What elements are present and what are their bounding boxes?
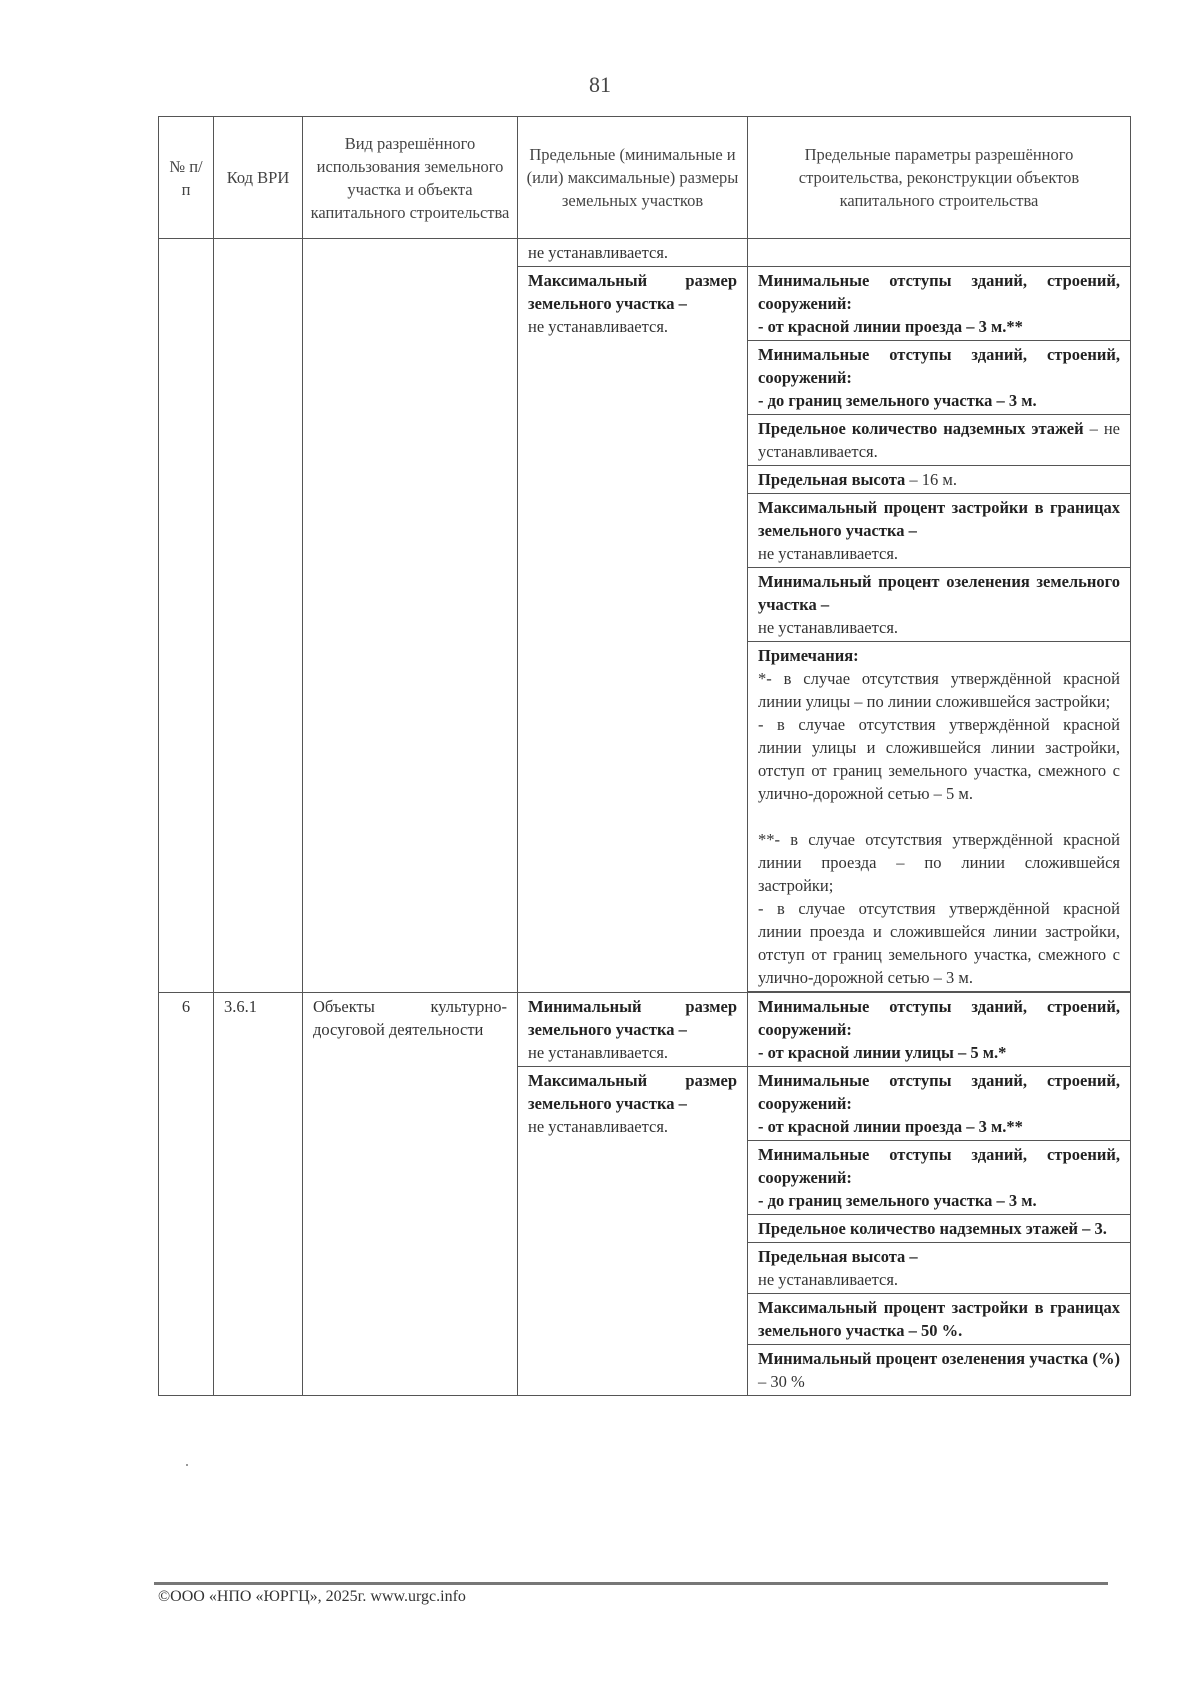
param-value: – не устанавливается. (758, 419, 1120, 461)
table-row (159, 239, 1131, 267)
max-size-cell (518, 267, 748, 993)
param-cell (748, 494, 1131, 568)
param-value: – 50 %. (904, 1321, 963, 1340)
param-cell (748, 1243, 1131, 1294)
cell-kind-cont (303, 239, 518, 993)
param-cell (748, 568, 1131, 642)
max-size-value: не устанавливается. (528, 317, 669, 336)
param-label: Минимальные отступы зданий, строений, сооружений: (758, 997, 1120, 1039)
param-value: – 30 % (758, 1372, 805, 1391)
param-label: Минимальный процент озеленения земельного участка – (758, 572, 1120, 614)
param-label: Минимальные отступы зданий, строений, сооружений: (758, 1071, 1120, 1113)
header-sizes: Предельные (минимальные и (или) максимальные) размеры земельных участков (518, 117, 748, 239)
note-item: - в случае отсутствия утверждённой красной линии проезда и сложившейся линии застройки, отступ от границ земельного участка, смежного с улично-дорожной сетью – 3 м. (758, 899, 1120, 987)
row6-kind: Объекты культурно-досуговой деятельности (303, 993, 518, 1396)
param-value: – 3. (1078, 1219, 1107, 1238)
param-value: - до границ земельного участка – 3 м. (758, 1191, 1037, 1210)
row6-min-size-cell (518, 993, 748, 1067)
param-cell (748, 466, 1131, 494)
param-label: Минимальные отступы зданий, строений, сооружений: (758, 345, 1120, 387)
param-cell (748, 1294, 1131, 1345)
max-size-value: не устанавливается. (528, 1117, 669, 1136)
param-value: не устанавливается. (758, 1270, 899, 1289)
header-params: Предельные параметры разрешённого строительства, реконструкции объектов капитального строительства (748, 117, 1131, 239)
note-item: *- в случае отсутствия утверждённой красной линии улицы – по линии сложившейся застройки; (758, 669, 1120, 711)
footer-divider (154, 1582, 1108, 1585)
table-header-row (159, 117, 1131, 239)
note-item: - в случае отсутствия утверждённой красной линии улицы и сложившейся линии застройки, отступ от границ земельного участка, смежного с улично-дорожной сетью – 5 м. (758, 715, 1120, 803)
param-label: Максимальный процент застройки в границах земельного участка – (758, 498, 1120, 540)
param-value: не устанавливается. (758, 618, 899, 637)
param-cell (748, 267, 1131, 341)
param-label: Минимальный процент озеленения участка (%) (758, 1349, 1120, 1368)
header-kind: Вид разрешённого использования земельного участка и объекта капитального строительства (303, 117, 518, 239)
scan-speck (186, 1464, 188, 1466)
param-value: - от красной линии проезда – 3 м.** (758, 317, 1023, 336)
note-item: **- в случае отсутствия утверждённой красной линии проезда – по линии сложившейся застройки; (758, 830, 1120, 895)
param-cell (748, 1067, 1131, 1141)
min-size-value: не устанавливается. (528, 1043, 669, 1062)
param-label: Предельное количество надземных этажей (758, 419, 1084, 438)
cell-num-cont (159, 239, 214, 993)
param-cell (748, 1215, 1131, 1243)
param-label: Минимальные отступы зданий, строений, сооружений: (758, 271, 1120, 313)
row6-max-size-cell (518, 1067, 748, 1396)
notes-spacer (758, 805, 1120, 828)
param-cell (748, 341, 1131, 415)
max-size-label: Максимальный размер земельного участка – (528, 1071, 737, 1113)
param-label: Минимальные отступы зданий, строений, сооружений: (758, 1145, 1120, 1187)
size-tail: не устанавливается. (518, 239, 748, 267)
param-cell (748, 993, 1131, 1067)
param-label: Предельная высота – (758, 1247, 918, 1266)
regulations-table (158, 116, 1131, 1396)
param-label: Предельное количество надземных этажей (758, 1219, 1079, 1238)
header-num: № п/п (159, 117, 214, 239)
row6-num: 6 (159, 993, 214, 1396)
param-value: - от красной линии проезда – 3 м.** (758, 1117, 1023, 1136)
table-row (159, 993, 1131, 1067)
notes-cell (748, 642, 1131, 992)
notes-title: Примечания: (758, 646, 859, 665)
param-label: Максимальный процент застройки в границах земельного участка (758, 1298, 1120, 1340)
param-label: Предельная высота (758, 470, 906, 489)
min-size-label: Минимальный размер земельного участка – (528, 997, 737, 1039)
page-number: 81 (589, 72, 611, 97)
params-cont-empty (748, 239, 1131, 267)
param-cell (748, 1141, 1131, 1215)
param-value: не устанавливается. (758, 544, 899, 563)
param-value: - от красной линии улицы – 5 м.* (758, 1043, 1007, 1062)
param-cell (748, 415, 1131, 466)
row6-code: 3.6.1 (214, 993, 303, 1396)
param-cell (748, 1345, 1131, 1396)
param-value: – 16 м. (905, 470, 957, 489)
param-value: - до границ земельного участка – 3 м. (758, 391, 1037, 410)
header-code: Код ВРИ (214, 117, 303, 239)
cell-code-cont (214, 239, 303, 993)
footer-copyright: ©ООО «НПО «ЮРГЦ», 2025г. www.urgc.info (158, 1588, 466, 1605)
max-size-label: Максимальный размер земельного участка – (528, 271, 737, 313)
